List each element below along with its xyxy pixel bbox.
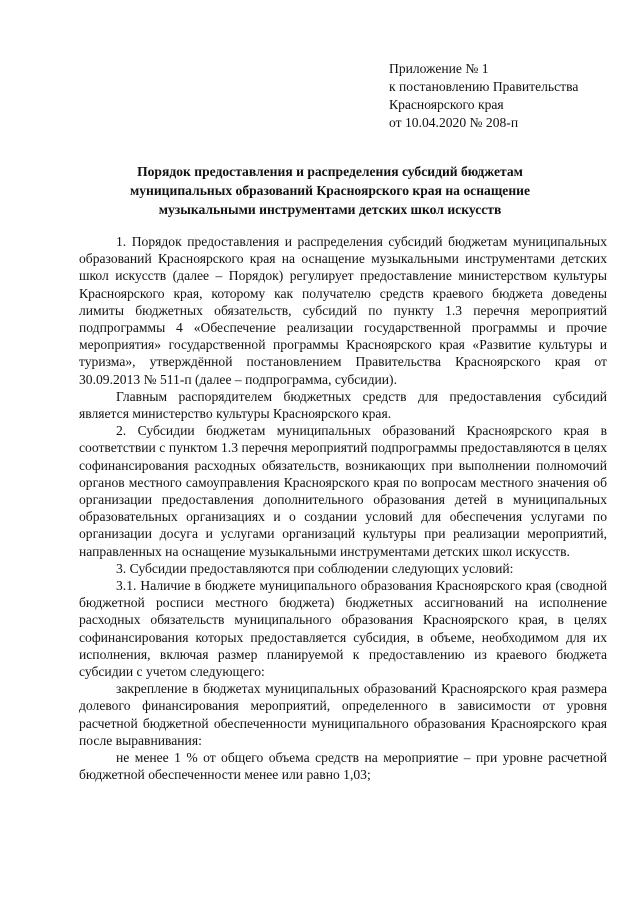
title-line: музыкальными инструментами детских школ искусств	[158, 202, 502, 217]
annex-reference	[389, 60, 624, 132]
paragraph: 1. Порядок предоставления и распределения субсидий бюджетам муниципальных образований Красноярского края на оснащение музыкальными инструментами детских школ искусств (далее – Порядок) регулирует предоставление министерством культуры Красноярского края, которому как получателю средств краевого бюджета доведены лимиты бюджетных обязательств, субсидий по пункту 1.3 перечня мероприятий подпрограммы 4 «Обеспечение реализации государственной программы и прочие мероприятия» государственной программы Красноярского края «Развитие культуры и туризма», утверждённой постановлением Правительства Красноярского края от 30.09.2013 № 511-п (далее – подпрограмма, субсидии).	[79, 234, 607, 387]
annex-line: от 10.04.2020 № 208-п	[389, 115, 519, 130]
annex-line: к постановлению Правительства	[389, 79, 579, 94]
paragraph: 3.1. Наличие в бюджете муниципального образования Красноярского края (сводной бюджетной росписи местного бюджета) бюджетных ассигнований на исполнение расходных обязательств муниципального образования Красноярского края, в целях софинансирования которых предоставляется субсидия, в объеме, необходимом для их исполнения, включая размер планируемой к предоставлению из краевого бюджета субсидии с учетом следующего:	[79, 578, 607, 680]
title-line: Порядок предоставления и распределения субсидий бюджетам	[137, 164, 523, 179]
annex-line: Приложение № 1	[389, 61, 489, 76]
paragraph: 3. Субсидии предоставляются при соблюдении следующих условий:	[116, 560, 514, 576]
title-line: муниципальных образований Красноярского края на оснащение	[129, 183, 531, 198]
paragraph: не менее 1 % от общего объема средств на мероприятие – при уровне расчетной бюджетной обеспеченности менее или равно 1,03;	[79, 750, 607, 783]
document-body	[79, 233, 607, 784]
paragraph: Главным распорядителем бюджетных средств для предоставления субсидий является министерство культуры Красноярского края.	[79, 388, 607, 422]
annex-line: Красноярского края	[389, 97, 504, 112]
document-title	[60, 162, 600, 219]
paragraph: закрепление в бюджетах муниципальных образований Красноярского края размера долевого финансирования мероприятий, определенного в зависимости от уровня расчетной бюджетной обеспеченности муниципального образования Красноярского края после выравнивания:	[79, 681, 607, 748]
paragraph: 2. Субсидии бюджетам муниципальных образований Красноярского края в соответствии с пунктом 1.3 перечня мероприятий подпрограммы предоставляются в целях софинансирования расходных обязательств, возникающих при выполнении полномочий органов местного самоуправления Красноярского края по вопросам местного значения об организации предоставления дополнительного образования детей в муниципальных образовательных организациях и о создании условий для обеспечения услугами по организации досуга и услугами организаций культуры при реализации мероприятий, направленных на оснащение музыкальными инструментами детских школ искусств.	[79, 423, 607, 559]
